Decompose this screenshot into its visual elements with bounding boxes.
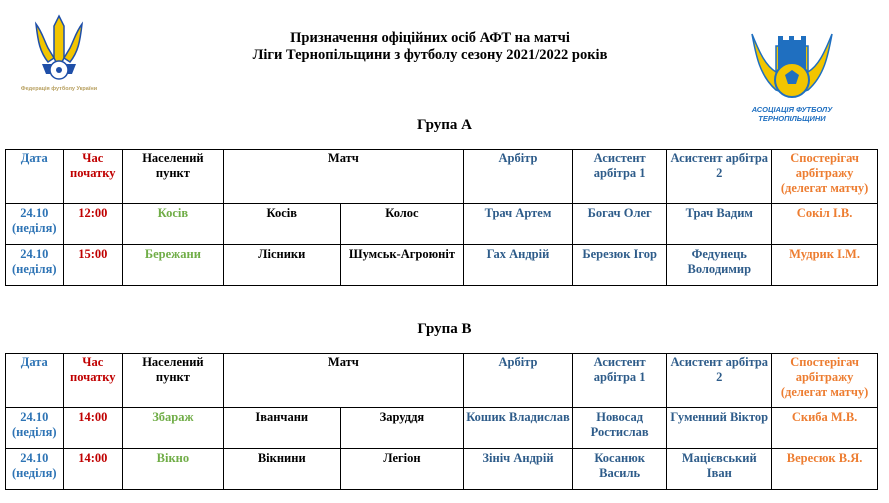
assistant-2: Трач Вадим bbox=[667, 204, 772, 245]
table-row bbox=[6, 449, 878, 490]
header-place: Населений пункт bbox=[123, 354, 224, 408]
table-header-row bbox=[6, 354, 878, 408]
match-place: Бережани bbox=[123, 245, 224, 286]
header-place: Населений пункт bbox=[123, 150, 224, 204]
header-match: Матч bbox=[223, 150, 463, 204]
referee: Трач Артем bbox=[464, 204, 573, 245]
uff-trident-emblem bbox=[36, 16, 82, 79]
header-assistant-1: Асистент арбітра 1 bbox=[572, 354, 666, 408]
assistant-1: Богач Олег bbox=[572, 204, 666, 245]
header-match: Матч bbox=[223, 354, 463, 408]
away-team: Заруддя bbox=[340, 408, 463, 449]
uff-logo-text: Федерація футболу України bbox=[20, 86, 98, 92]
header-referee: Арбітр bbox=[464, 150, 573, 204]
match-place: Збараж bbox=[123, 408, 224, 449]
match-place: Косів bbox=[123, 204, 224, 245]
match-time: 12:00 bbox=[63, 204, 123, 245]
away-team: Шумськ-Агроюніт bbox=[340, 245, 463, 286]
aft-logo-text-2: ТЕРНОПІЛЬЩИНИ bbox=[758, 114, 826, 123]
table-row bbox=[6, 204, 878, 245]
match-date: 24.10 (неділя) bbox=[6, 204, 64, 245]
away-team: Колос bbox=[340, 204, 463, 245]
home-team: Лісники bbox=[223, 245, 340, 286]
away-team: Легіон bbox=[340, 449, 463, 490]
group-a-table bbox=[5, 149, 878, 286]
match-date: 24.10 (неділя) bbox=[6, 408, 64, 449]
header-time: Час початку bbox=[63, 354, 123, 408]
home-team: Вікнини bbox=[223, 449, 340, 490]
assistant-2: Гуменний Віктор bbox=[667, 408, 772, 449]
header-assistant-1: Асистент арбітра 1 bbox=[572, 150, 666, 204]
match-time: 15:00 bbox=[63, 245, 123, 286]
assistant-2: Мацієвський Іван bbox=[667, 449, 772, 490]
aft-shield-emblem bbox=[752, 34, 832, 97]
table-row bbox=[6, 245, 878, 286]
observer: Скиба М.В. bbox=[772, 408, 878, 449]
assistant-1: Новосад Ростислав bbox=[572, 408, 666, 449]
table-row bbox=[6, 408, 878, 449]
group-b-table bbox=[5, 353, 878, 490]
header-assistant-2: Асистент арбітра 2 bbox=[667, 354, 772, 408]
match-time: 14:00 bbox=[63, 449, 123, 490]
group-b-title: Група В bbox=[417, 321, 472, 337]
header-date: Дата bbox=[6, 354, 64, 408]
match-time: 14:00 bbox=[63, 408, 123, 449]
header-assistant-2: Асистент арбітра 2 bbox=[667, 150, 772, 204]
table-header-row bbox=[6, 150, 878, 204]
home-team: Іванчани bbox=[223, 408, 340, 449]
home-team: Косів bbox=[223, 204, 340, 245]
match-date: 24.10 (неділя) bbox=[6, 245, 64, 286]
group-a-title: Група А bbox=[417, 117, 472, 133]
referee: Зініч Андрій bbox=[464, 449, 573, 490]
uff-logo bbox=[20, 12, 98, 108]
observer: Вересюк В.Я. bbox=[772, 449, 878, 490]
referee: Гах Андрій bbox=[464, 245, 573, 286]
referee: Кошик Владислав bbox=[464, 408, 573, 449]
title-line-1: Призначення офіційних осіб АФТ на матчі bbox=[290, 30, 570, 46]
aft-logo bbox=[746, 26, 838, 130]
header-observer: Спостерігач арбітражу (делегат матчу) bbox=[772, 354, 878, 408]
assistant-1: Косанюк Василь bbox=[572, 449, 666, 490]
match-place: Вікно bbox=[123, 449, 224, 490]
match-date: 24.10 (неділя) bbox=[6, 449, 64, 490]
title-line-2: Ліги Тернопільщини з футболу сезону 2021/2022 років bbox=[252, 47, 608, 63]
page-title bbox=[150, 30, 710, 64]
observer: Сокіл І.В. bbox=[772, 204, 878, 245]
header-referee: Арбітр bbox=[464, 354, 573, 408]
observer: Мудрик І.М. bbox=[772, 245, 878, 286]
assistant-1: Березюк Ігор bbox=[572, 245, 666, 286]
header-observer: Спостерігач арбітражу (делегат матчу) bbox=[772, 150, 878, 204]
assistant-2: Федунець Володимир bbox=[667, 245, 772, 286]
header-time: Час початку bbox=[63, 150, 123, 204]
aft-logo-text-1: АСОЦІАЦІЯ ФУТБОЛУ bbox=[751, 105, 833, 114]
header-date: Дата bbox=[6, 150, 64, 204]
